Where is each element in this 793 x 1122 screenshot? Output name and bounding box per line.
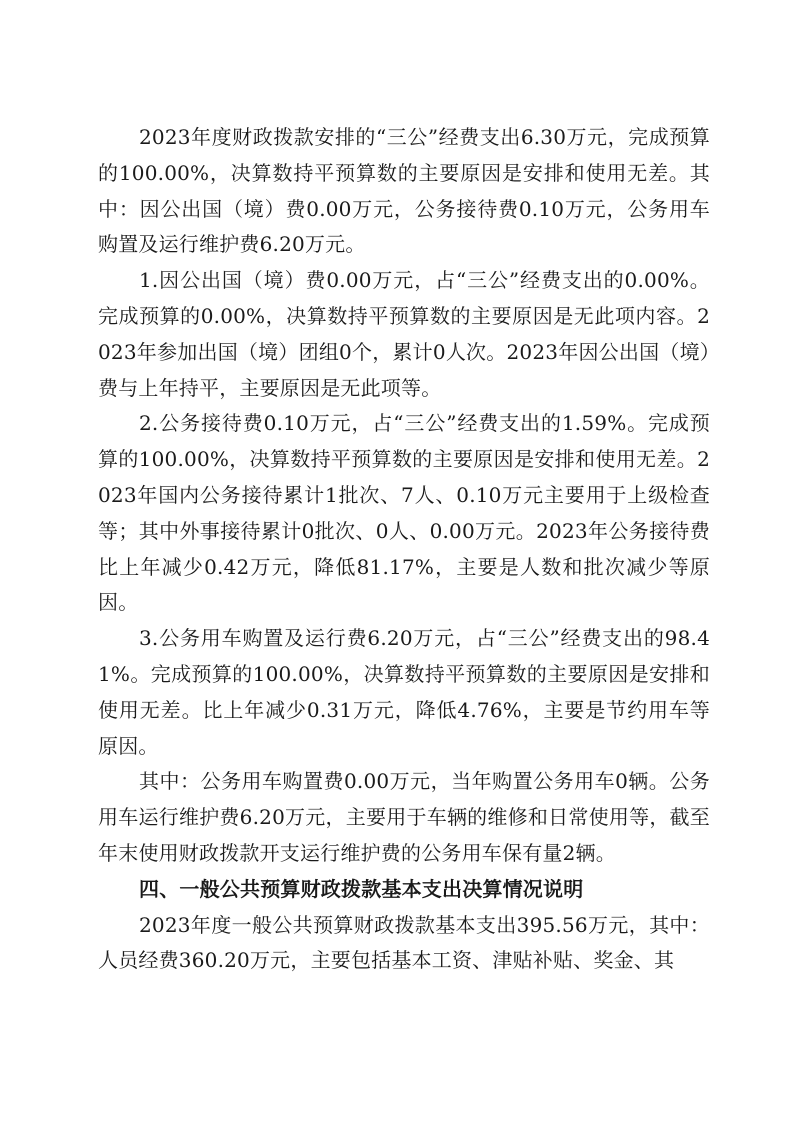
paragraph-reception: 2.公务接待费0.10万元，占“三公”经费支出的1.59%。完成预算的100.00%，决算数持平预算数的主要原因是安排和使用无差。2023年国内公务接待累计1批次、7人、0.10万元主要用于上级检查等；其中外事接待累计0批次、0人、0.00万元。2023年公务接待费比上年减少0.42万元，降低81.17%，主要是人数和批次减少等原因。 <box>98 411 710 615</box>
document-body <box>98 120 710 979</box>
paragraph-vehicle: 3.公务用车购置及运行费6.20万元，占“三公”经费支出的98.41%。完成预算的100.00%，决算数持平预算数的主要原因是安排和使用无差。比上年减少0.31万元，降低4.76%，主要是节约用车等原因。 <box>98 626 710 758</box>
paragraph-vehicle-detail: 其中：公务用车购置费0.00万元，当年购置公务用车0辆。公务用车运行维护费6.20万元，主要用于车辆的维修和日常使用等，截至年末使用财政拨款开支运行维护费的公务用车保有量2辆。 <box>98 769 710 865</box>
section-heading: 四、一般公共预算财政拨款基本支出决算情况说明 <box>139 876 584 901</box>
paragraph-basic-expenditure: 2023年度一般公共预算财政拨款基本支出395.56万元，其中：人员经费360.20万元，主要包括基本工资、津贴补贴、奖金、其 <box>98 912 710 973</box>
paragraph-three-public-summary: 2023年度财政拨款安排的“三公”经费支出6.30万元，完成预算的100.00%，决算数持平预算数的主要原因是安排和使用无差。其中：因公出国（境）费0.00万元，公务接待费0.10万元，公务用车购置及运行维护费6.20万元。 <box>98 125 710 257</box>
paragraph-overseas-travel: 1.因公出国（境）费0.00万元，占“三公”经费支出的0.00%。完成预算的0.00%，决算数持平预算数的主要原因是无此项内容。2023年参加出国（境）团组0个，累计0人次。2023年因公出国（境）费与上年持平，主要原因是无此项等。 <box>98 268 710 400</box>
